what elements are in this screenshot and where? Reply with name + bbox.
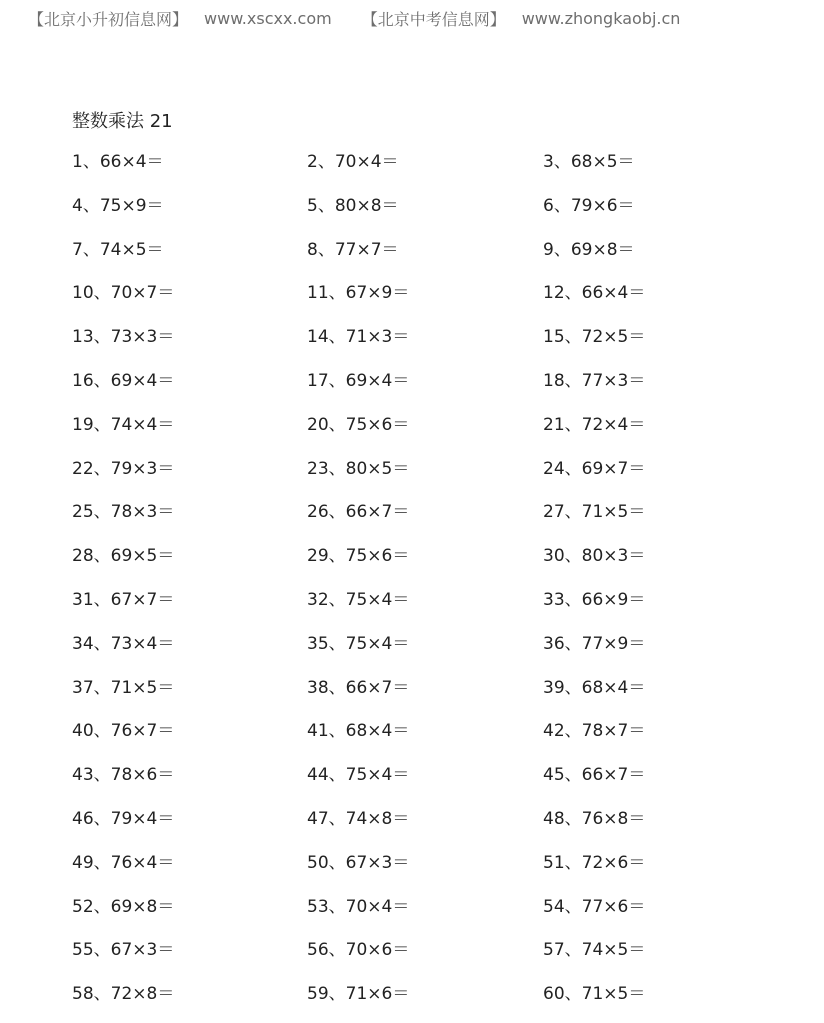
problem-item: 25、78×3＝ [72, 502, 175, 523]
problem-item: 54、77×6＝ [543, 896, 646, 917]
problem-item: 15、72×5＝ [543, 327, 646, 348]
problem-item: 29、75×6＝ [307, 546, 410, 567]
problem-item: 10、70×7＝ [72, 283, 175, 304]
problem-item: 42、78×7＝ [543, 721, 646, 742]
worksheet-title: 整数乘法 21 [72, 111, 173, 132]
problem-item: 36、77×9＝ [543, 633, 646, 654]
problem-item: 46、79×4＝ [72, 808, 175, 829]
problem-item: 31、67×7＝ [72, 589, 175, 610]
problem-item: 50、67×3＝ [307, 852, 410, 873]
problem-item: 28、69×5＝ [72, 546, 175, 567]
problem-item: 60、71×5＝ [543, 984, 646, 1005]
problem-item: 23、80×5＝ [307, 458, 410, 479]
site2-url[interactable]: www.zhongkaobj.cn [521, 8, 681, 28]
problem-item: 26、66×7＝ [307, 502, 410, 523]
problem-item: 30、80×3＝ [543, 546, 646, 567]
problem-item: 53、70×4＝ [307, 896, 410, 917]
problem-item: 44、75×4＝ [307, 765, 410, 786]
problem-item: 4、75×9＝ [72, 195, 164, 216]
problem-item: 5、80×8＝ [307, 195, 399, 216]
site2-name: 【北京中考信息网】 [361, 9, 506, 29]
problem-item: 32、75×4＝ [307, 589, 410, 610]
problem-grid [72, 141, 792, 1017]
problem-item: 58、72×8＝ [72, 984, 175, 1005]
problem-item: 14、71×3＝ [307, 327, 410, 348]
problem-item: 20、75×6＝ [307, 414, 410, 435]
problem-item: 41、68×4＝ [307, 721, 410, 742]
site1-name: 【北京小升初信息网】 [28, 9, 189, 29]
problem-item: 27、71×5＝ [543, 502, 646, 523]
problem-item: 18、77×3＝ [543, 370, 646, 391]
problem-item: 34、73×4＝ [72, 633, 175, 654]
problem-item: 12、66×4＝ [543, 283, 646, 304]
problem-item: 43、78×6＝ [72, 765, 175, 786]
problem-item: 22、79×3＝ [72, 458, 175, 479]
problem-item: 57、74×5＝ [543, 940, 646, 961]
problem-item: 38、66×7＝ [307, 677, 410, 698]
problem-item: 2、70×4＝ [307, 152, 399, 172]
problem-item: 11、67×9＝ [307, 283, 410, 304]
page-header [28, 6, 680, 30]
problem-item: 56、70×6＝ [307, 940, 410, 961]
problem-item: 59、71×6＝ [307, 984, 410, 1005]
problem-item: 49、76×4＝ [72, 852, 175, 873]
problem-item: 51、72×6＝ [543, 852, 646, 873]
problem-item: 48、76×8＝ [543, 808, 646, 829]
problem-item: 21、72×4＝ [543, 414, 646, 435]
problem-item: 33、66×9＝ [543, 589, 646, 610]
problem-item: 35、75×4＝ [307, 633, 410, 654]
problem-item: 1、66×4＝ [72, 152, 164, 172]
problem-item: 47、74×8＝ [307, 808, 410, 829]
problem-item: 52、69×8＝ [72, 896, 175, 917]
problem-item: 16、69×4＝ [72, 370, 175, 391]
problem-item: 8、77×7＝ [307, 239, 399, 260]
problem-item: 45、66×7＝ [543, 765, 646, 786]
problem-item: 37、71×5＝ [72, 677, 175, 698]
problem-item: 3、68×5＝ [543, 152, 635, 172]
problem-item: 19、74×4＝ [72, 414, 175, 435]
problem-item: 17、69×4＝ [307, 370, 410, 391]
problem-item: 24、69×7＝ [543, 458, 646, 479]
problem-item: 13、73×3＝ [72, 327, 175, 348]
site1-url[interactable]: www.xscxx.com [204, 8, 332, 28]
problem-item: 40、76×7＝ [72, 721, 175, 742]
problem-item: 39、68×4＝ [543, 677, 646, 698]
problem-item: 9、69×8＝ [543, 239, 635, 260]
problem-item: 55、67×3＝ [72, 940, 175, 961]
problem-item: 7、74×5＝ [72, 239, 164, 260]
problem-item: 6、79×6＝ [543, 195, 635, 216]
